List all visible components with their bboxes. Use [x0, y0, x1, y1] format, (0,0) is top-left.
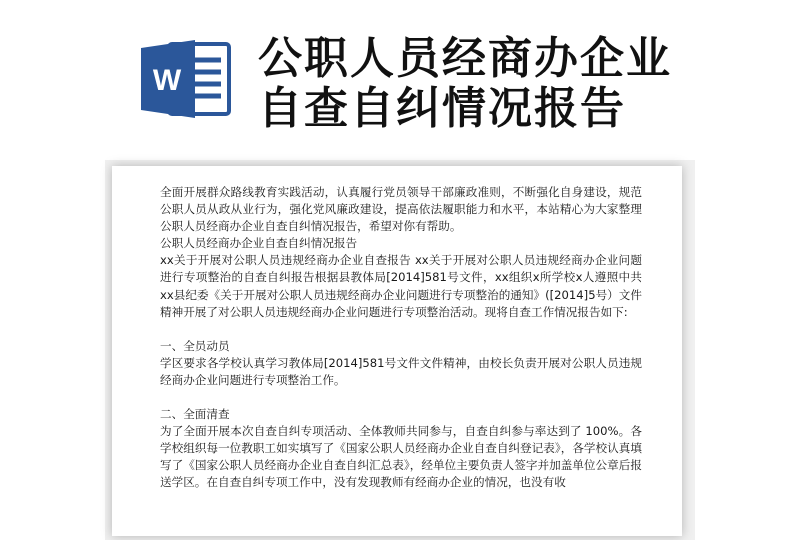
word-document-icon — [139, 38, 233, 120]
word-letter: W — [152, 64, 182, 97]
background-paragraph: xx关于开展对公职人员违规经商办企业自查报告 xx关于开展对公职人员违规经商办企业问题进行专项整治的自查自纠报告根据县教体局[2014]581号文件，xx组织x所学校x人遵照中共 xx县纪委《关于开展对公职人员违规经商办企业问题进行专项整治的通知》([2014]5号）文件精神开展了对公职人员违规经商办企业问题进行专项整治活动。现将自查工作情况报告如下: — [160, 253, 642, 319]
report-subtitle: 公职人员经商办企业自查自纠情况报告 — [160, 236, 358, 251]
section-paragraph-2: 为了全面开展本次自查自纠专项活动、全体教师共同参与，自查自纠参与率达到了 100%。各学校组织每一位教职工如实填写了《国家公职人员经商办企业自查自纠登记表》，各学校认真填写了《国家公职人员经商办企业自查自纠汇总表》，经单位主要负责人签字并加盖单位公章后报送学区。在自查自纠专项工作中，没有发现教师有经商办企业的情况，也没有收 — [160, 424, 642, 490]
spacer — [160, 321, 642, 338]
page-title: 公职人员经商办企业 自查自纠情况报告 — [258, 33, 672, 134]
intro-paragraph: 全面开展群众路线教育实践活动，认真履行党员领导干部廉政准则，不断强化自身建设，规范公职人员从政从业行为，强化党风廉政建设，提高依法履职能力和水平，本站精心为大家整理公职人员经商办企业自查自纠情况报告，希望对你有帮助。 — [160, 185, 642, 234]
section-heading-1: 一、全员动员 — [160, 338, 230, 353]
spacer — [160, 389, 642, 406]
header-banner — [0, 0, 800, 150]
section-heading-2: 二、全面清查 — [160, 407, 230, 422]
section-paragraph-1: 学区要求各学校认真学习教体局[2014]581号文件文件精神，由校长负责开展对公职人员违规经商办企业问题进行专项整治工作。 — [160, 355, 642, 387]
document-body — [160, 184, 642, 492]
